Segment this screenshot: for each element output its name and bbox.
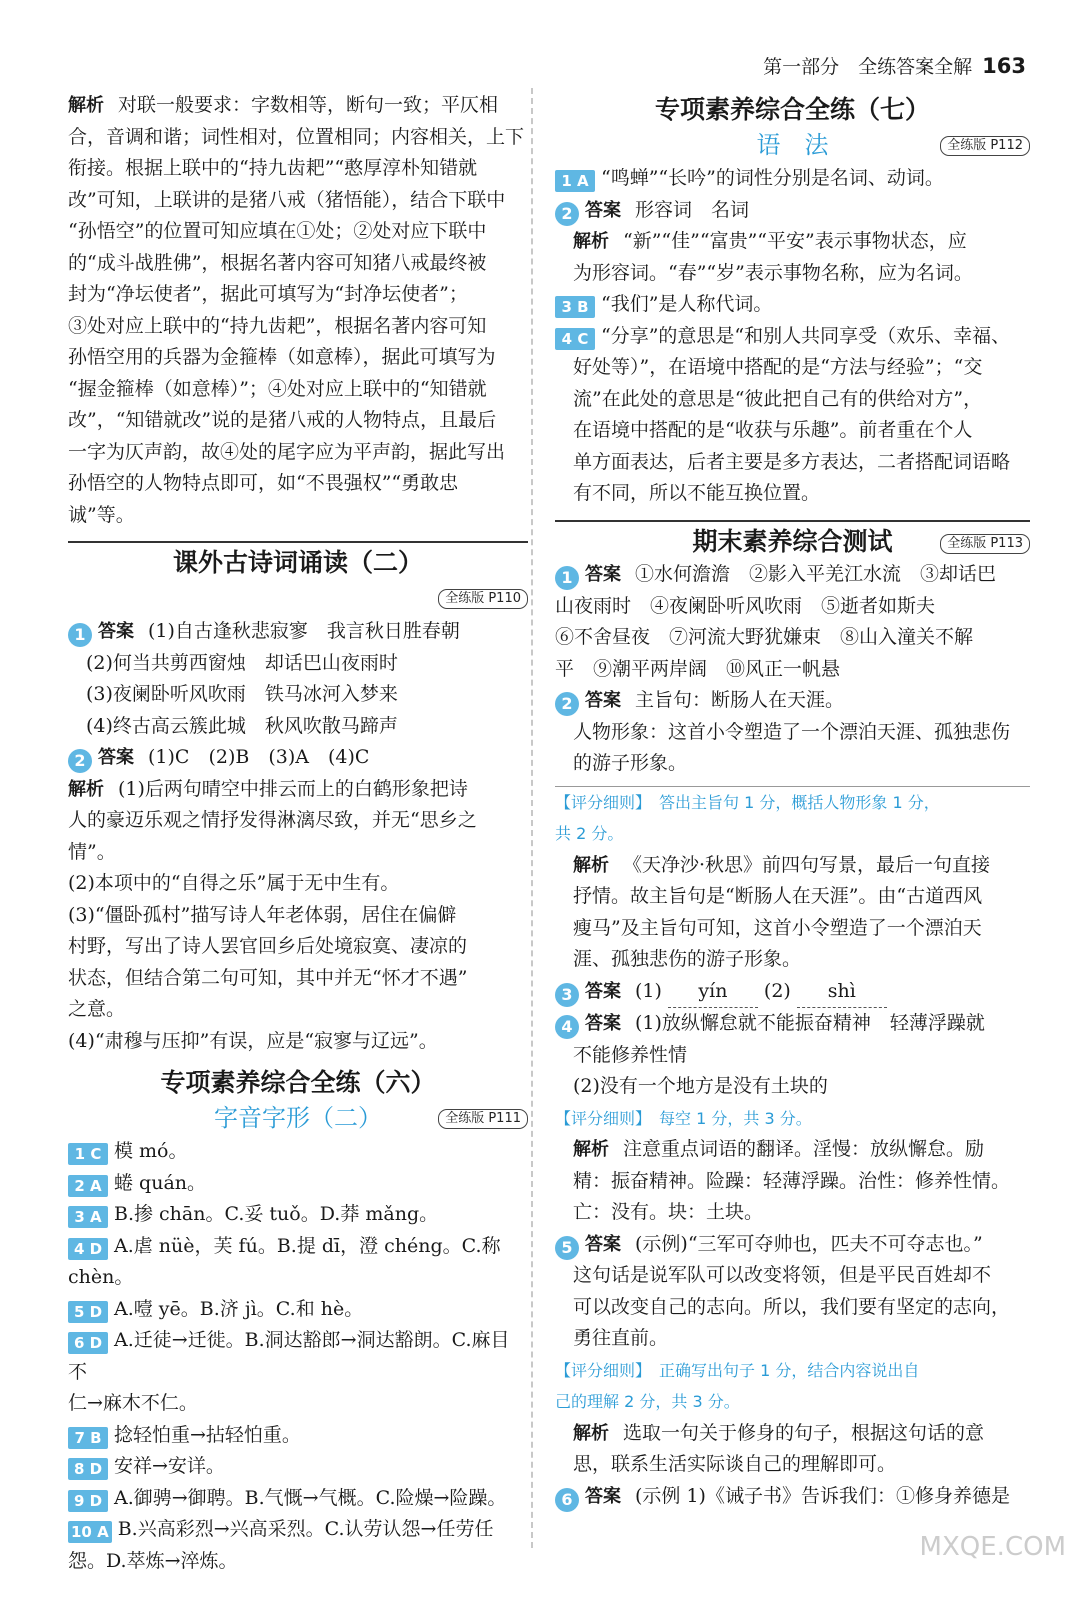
section-subtitle-grammar: 语 法 全练版 P112 [555,130,1030,162]
section-rule [68,541,528,543]
section-subtitle: 字音字形（二） 全练版 P111 [68,1103,528,1135]
pinyin-blank-2: shì [797,976,887,1009]
right-column: 专项素养综合全练（七） 语 法 全练版 P112 1 A “鸣蝉”“长吟”的词性分别是名词、动词。 2 答案 形容词 名词 解析 “新”“佳”“富贵”“平安”表示事物状态，应 为形容词。“春”“岁”表示事物名称，应为名词。 3 B “我们”是人称代词。 4 C “分享”的意思是“和别人共同享受（欢乐、幸福、 好处等）”，在语境中搭配的是“方法与经验”；“交 流”在此处的意思是“彼此把自己有的供给对方”， 在语境中搭配的是“收获与乐趣”。前者重在个人 单方面表达，后者主要是多方表达，二者搭配词语略 有不同，所以不能互换位置。 期末素养综合测试 全练版 P113 1 答案 ①水何澹澹 ②影入平羌江水流 ③却话巴 山夜雨时 ④夜阑卧听风吹雨 ⑤逝者如斯夫 ⑥不舍昼夜 ⑦河流大野犹嫌束 ⑧山入潼关不解 平 ⑨潮平两岸阔 ⑩风正一帆悬 2 答案 主旨句：断肠人在天涯。 人物形象：这首小令塑造了一个漂泊天涯、孤独悲伤 的游子形象。 【评分细则】 答出主旨句 1 分，概括人物形象 1 分， 共 2 分。 解析 《天净沙·秋思》前四句写景，最后一句直接 抒情。故主旨句是“断肠人在天涯”。由“古道西风 瘦马”及主旨句可知，这首小令塑造了一个漂泊天 涯、孤独悲伤的游子形象。 3 答案 (1) yín (2) shì 4 答案 (1)放纵懈怠就不能振奋精神 轻薄浮躁就 不能修养性情 (2)没有一个地方是没有土块的 【评分细则】 每空 1 分，共 3 分。 解析 注意重点词语的翻译。淫慢：放纵懈怠。励 精：振奋精神。险躁：轻薄浮躁。治性：修养性情。 亡：没有。块：土块。 5 答案 (示例)“三军可夺帅也，匹夫不可夺志也。” 这句话是说军队可以改变将领，但是平民百姓却不 可以改变自己的志向。所以，我们要有坚定的志向， 勇往直前。 【评分细则】 正确写出句子 1 分，结合内容说出自 己的理解 2 分，共 3 分。 解析 选取一句关于修身的句子，根据这句话的意 思，联系生活实际谈自己的理解即可。 6 答案 (示例 1)《诫子书》告诉我们：①修身养德是 [555,90,1030,1512]
section-title-special-7: 专项素养综合全练（七） [654,95,930,124]
watermark: MXQE.COM [919,1532,1066,1562]
pinyin-blank-1: yín [668,976,758,1009]
section-final-test: 期末素养综合测试 全练版 P113 [555,526,1030,558]
section-tag: 全练版 P111 [438,1109,528,1129]
column-divider [531,88,533,1548]
section-rule [555,520,1030,522]
question-1: 1 答案 (1)自古逢秋悲寂寥 我言秋日胜春朝 (2)何当共剪西窗烛 却话巴山夜雨时 (3)夜阑卧听风吹雨 铁马冰河入梦来 (4)终古高云簇此城 秋风吹散马蹄声 [68,616,528,742]
choice-list: 1 C 模 mó。 2 A 蜷 quán。 3 A B.掺 chān。C.妥 tuǒ。D.莽 mǎng。 4 D A.虐 nüè，芙 fú。B.提 dī，澄 chéng。C.称 chèn。 5 D A.噎 yē。B.济 jì。C.和 hè。 6 D A.迁徒→迁徙。B.洞达豁郎→洞达豁朗。C.麻目不 仁→麻木不仁。 7 B 捻轻怕重→拈轻怕重。 8 D 安祥→安详。 9 D A.御骋→御聘。B.气慨→气概。C.险燥→险躁。 10 A B.兴高彩烈→兴高采烈。C.认劳认怨→任劳任 怨。D.萃炼→淬炼。 [68,1140,510,1572]
left-column [68,90,528,1577]
analysis-block-1: 解析 对联一般要求：字数相等，断句一致；平仄相 合，音调和谐；词性相对，位置相同；内容相关，上下 衔接。根据上联中的“持九齿耙”“憨厚淳朴知错就 改”可知，上联讲的是猪八戒（猪悟能），结合下联中 “孙悟空”的位置可知应填在①处；②处对应下联中 的“成斗战胜佛”，根据名著内容可知猪八戒最终被 封为“净坛使者”，据此可填写为“封净坛使者”； ③处对应上联中的“持九齿耙”，根据名著内容可知 孙悟空用的兵器为金箍棒（如意棒），据此可填写为 “握金箍棒（如意棒）”；④处对应上联中的“知错就 改”，“知错就改”说的是猪八戒的人物特点，且最后 一字为仄声韵，故④处的尾字应为平声韵，据此写出 孙悟空的人物特点即可，如“不畏强权”“勇敢忠 诚”等。 [68,94,525,526]
section-title-special-6: 专项素养综合全练（六） [160,1068,436,1097]
section-title-poetry: 课外古诗词诵读（二） [172,548,423,577]
section-tag: 全练版 P110 [438,589,528,609]
analysis-label: 解析 [68,95,104,116]
section-tag: 全练版 P112 [940,136,1030,156]
question-2: 2 答案 (1)C (2)B (3)A (4)C 解析 (1)后两句晴空中排云而上的白鹤形象把诗 人的豪迈乐观之情抒发得淋漓尽致，并无“思乡之 情”。 (2)本项中的“自得之乐”属于无中生有。 (3)“僵卧孤村”描写诗人年老体弱，居住在偏僻 村野，写出了诗人罢官回乡后处境寂寞、凄凉的 状态，但结合第二句可知，其中并无“怀才不遇” 之意。 (4)“肃穆与压抑”有误，应是“寂寥与辽远”。 [68,746,477,1052]
page-header [763,52,1026,79]
header-part: 第一部分 全练答案全解 [763,56,973,78]
section-tag: 全练版 P113 [940,534,1030,554]
page-number: 163 [982,54,1026,78]
